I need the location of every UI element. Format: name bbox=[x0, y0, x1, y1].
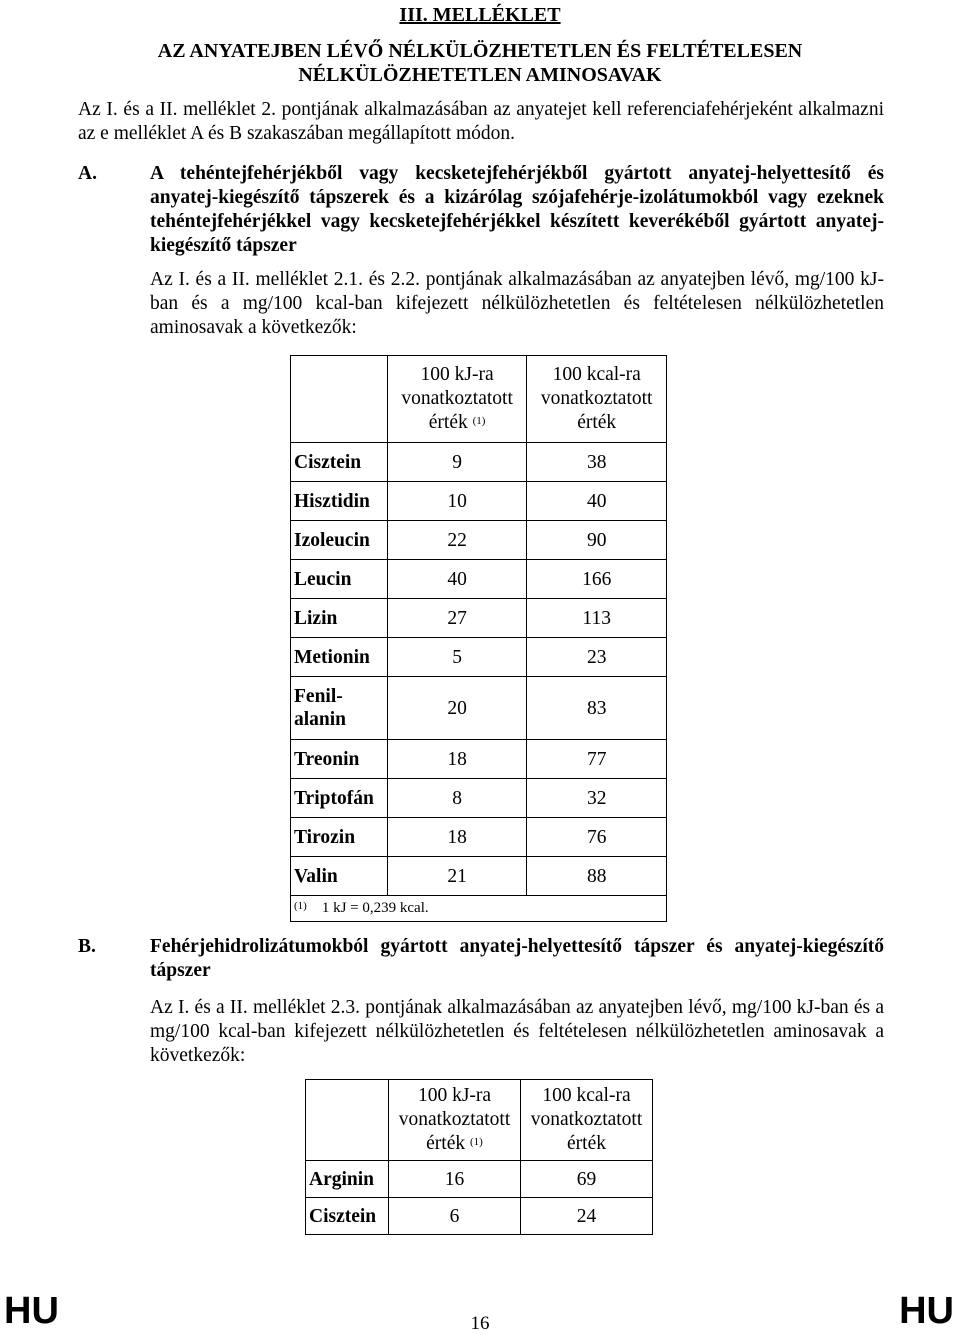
table-row: Tirozin 18 76 bbox=[291, 818, 667, 857]
amino-table-b bbox=[305, 1079, 653, 1235]
table-row: Metionin 5 23 bbox=[291, 638, 667, 677]
section-a-text: Az I. és a II. melléklet 2.1. és 2.2. pontjának alkalmazásában az anyatejben lévő, mg/100 kJ-ban és a mg/100 kcal-ban kifejezett nélkülözhetetlen és feltételesen nélkülözhetetlen aminosavak a következők: bbox=[150, 269, 884, 338]
header-kcal-line3: érték bbox=[577, 412, 617, 433]
footer-country-code-right: HU bbox=[899, 1290, 954, 1332]
page-number: 16 bbox=[470, 1313, 490, 1334]
amino-table-a bbox=[290, 355, 667, 922]
table-row: Cisztein 6 24 bbox=[306, 1198, 653, 1235]
section-b-heading: Fehérjehidrolizátumokból gyártott anyatej-helyettesítő tápszer és anyatej-kiegészítő tápszer bbox=[150, 936, 884, 981]
table-row: Arginin 16 69 bbox=[306, 1161, 653, 1198]
table-row: Hisztidin 10 40 bbox=[291, 482, 667, 521]
section-b-text: Az I. és a II. melléklet 2.3. pontjának alkalmazásában az anyatejben lévő, mg/100 kJ-ban és a mg/100 kcal-ban kifejezett nélkülözhetetlen és feltételesen nélkülözhetetlen aminosavak a következők: bbox=[150, 997, 884, 1066]
table-b-header-kcal bbox=[521, 1080, 653, 1161]
table-row: Leucin 40 166 bbox=[291, 560, 667, 599]
header-kcal-line3: érték bbox=[567, 1133, 606, 1154]
header-kcal-line2: vonatkoztatott bbox=[540, 388, 653, 409]
table-row: Izoleucin 22 90 bbox=[291, 521, 667, 560]
header-kj-line1: 100 kJ-ra bbox=[417, 1085, 492, 1106]
table-a-header-kj bbox=[387, 356, 527, 443]
main-title-line2: NÉLKÜLÖZHETETLEN AMINOSAVAK bbox=[298, 64, 662, 86]
table-b-header-kj bbox=[389, 1080, 521, 1161]
table-row: Triptofán 8 32 bbox=[291, 779, 667, 818]
header-kj-line2: vonatkoztatott bbox=[398, 1109, 511, 1130]
intro-paragraph: Az I. és a II. melléklet 2. pontjának alkalmazásában az anyatejet kell referenciafehérjeként alkalmazni az e melléklet A és B szakaszában megállapított módon. bbox=[78, 99, 884, 144]
table-a-header-kcal bbox=[527, 356, 667, 443]
table-row: Treonin 18 77 bbox=[291, 740, 667, 779]
table-row: Cisztein 9 38 bbox=[291, 443, 667, 482]
header-kcal-line1: 100 kcal-ra bbox=[542, 1085, 631, 1106]
footer-country-code-left: HU bbox=[4, 1290, 59, 1332]
table-row: Lizin 27 113 bbox=[291, 599, 667, 638]
header-kcal-line2: vonatkoztatott bbox=[530, 1109, 643, 1130]
table-a-corner-cell bbox=[291, 356, 388, 443]
main-title bbox=[0, 39, 960, 87]
header-kj-line3: érték $^{(1)}$ bbox=[426, 1133, 483, 1154]
section-a-marker: A. bbox=[78, 163, 97, 184]
annex-title: III. MELLÉKLET bbox=[399, 4, 561, 26]
table-row: Valin 21 88 bbox=[291, 857, 667, 896]
table-footnote: $^{(1)}$ 1 kJ = 0,239 kcal. bbox=[291, 896, 527, 922]
header-kj-line3: érték $^{(1)}$ bbox=[428, 412, 486, 433]
table-footnote-row bbox=[291, 896, 667, 922]
header-kj-line2: vonatkoztatott bbox=[401, 388, 513, 409]
main-title-line1: AZ ANYATEJBEN LÉVŐ NÉLKÜLÖZHETETLEN ÉS FELTÉTELESEN bbox=[157, 40, 803, 62]
footnote-ref: (1) bbox=[470, 1136, 483, 1148]
table-row: Fenil- alanin 20 83 bbox=[291, 677, 667, 740]
header-kj-line1: 100 kJ-ra bbox=[420, 364, 494, 385]
table-b-corner-cell bbox=[306, 1080, 389, 1161]
header-kcal-line1: 100 kcal-ra bbox=[552, 364, 641, 385]
section-a-heading: A tehéntejfehérjékből vagy kecsketejfehérjékből gyártott anyatej-helyettesítő és anyatej-kiegészítő tápszerek és a kizárólag szójafehérje-izolátumokból vagy ezeknek tehéntejfehérjékkel vagy kecsketejfehérjékkel készített keverékéből gyártott anyatej-kiegészítő tápszer bbox=[150, 163, 884, 256]
section-b-marker: B. bbox=[78, 936, 96, 957]
footnote-ref: (1) bbox=[472, 415, 486, 427]
